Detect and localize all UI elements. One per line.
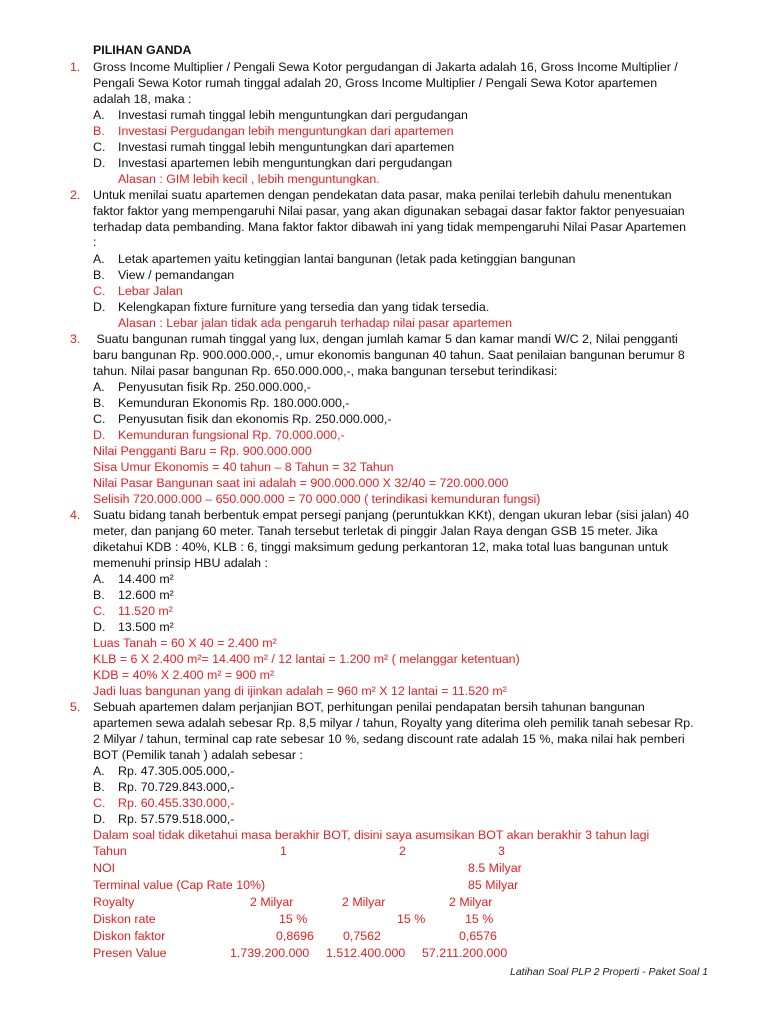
cell-year-2: 0,7562 [343, 929, 381, 943]
row-label: Tahun [93, 844, 127, 858]
cell-year-1: 0,8696 [276, 929, 314, 943]
row-label: Royalty [93, 895, 135, 909]
question-number: 5. [70, 700, 81, 714]
option-text: Letak apartemen yaitu ketinggian lantai bangunan (letak pada ketinggian bangunan [118, 252, 576, 266]
row-label: Terminal value (Cap Rate 10%) [93, 878, 266, 892]
question-text: adalah 18, maka : [93, 92, 192, 106]
work-line: Jadi luas bangunan yang di ijinkan adalah = 960 m² X 12 lantai = 11.520 m² [93, 684, 507, 698]
cell-year-3: 8.5 Milyar [468, 861, 522, 875]
option-label-correct: C. [93, 796, 106, 810]
question-text: tahun. Nilai pasar bangunan Rp. 650.000.000,-, maka bangunan tersebut terindikasi: [93, 364, 558, 378]
cell-year-2: 15 % [397, 912, 426, 926]
option-text: 12.600 m² [118, 588, 174, 602]
cell-year-3: 85 Milyar [468, 878, 519, 892]
question-text: apartemen sewa adalah sebesar Rp. 8,5 milyar / tahun, Royalty yang diterima oleh pemilik tanah sebesar Rp. [93, 716, 694, 730]
section-heading: PILIHAN GANDA [93, 43, 192, 57]
option-text-correct: Investasi Pergudangan lebih menguntungkan dari apartemen [118, 124, 454, 138]
question-number: 4. [70, 508, 81, 522]
cell-year-3: 0,6576 [459, 929, 497, 943]
question-text: terhadap data pembanding. Mana faktor faktor dibawah ini yang tidak mempengaruhi Nilai Pasar Apartemen [93, 220, 687, 234]
question-text: faktor faktor yang mempengaruhi Nilai pasar, yang akan digunakan sebagai dasar faktor faktor penyesuaian [93, 204, 685, 218]
work-line: Nilai Pasar Bangunan saat ini adalah = 900.000.000 X 32/40 = 720.000.000 [93, 476, 509, 490]
option-label: D. [93, 156, 106, 170]
question-text: 2 Milyar / tahun, terminal cap rate sebesar 10 %, sedang discount rate adalah 15 %, maka nilai hak pemberi [93, 732, 685, 746]
option-text-correct: Rp. 60.455.330.000,- [118, 796, 235, 810]
option-label-correct: C. [93, 604, 106, 618]
option-label: C. [93, 412, 106, 426]
option-text: 13.500 m² [118, 620, 174, 634]
option-text-correct: Lebar Jalan [118, 284, 183, 298]
row-label: Diskon faktor [93, 929, 166, 943]
option-label-correct: D. [93, 428, 106, 442]
question-text: Sebuah apartemen dalam perjanjian BOT, perhitungan penilai pendapatan bersih tahunan bangunan [93, 700, 645, 714]
option-label: A. [93, 764, 105, 778]
question-text: Suatu bidang tanah berbentuk empat persegi panjang (peruntukkan KKt), dengan ukuran lebar (sisi jalan) 40 [93, 508, 689, 522]
question-text: Pengali Sewa Kotor rumah tinggal adalah 20, Gross Income Multiplier / Pengali Sewa Kotor apartemen [93, 76, 658, 90]
option-label-correct: C. [93, 284, 106, 298]
row-label: NOI [93, 861, 116, 875]
option-label: D. [93, 300, 106, 314]
option-text: Rp. 47.305.005.000,- [118, 764, 235, 778]
question-text: memenuhi prinsip HBU adalah : [93, 556, 268, 570]
option-label: C. [93, 140, 106, 154]
cell-year-1: 2 Milyar [250, 895, 294, 909]
option-text: Penyusutan fisik Rp. 250.000.000,- [118, 380, 311, 394]
answer-reason: Alasan : GIM lebih kecil , lebih menguntungkan. [118, 172, 380, 186]
option-label: B. [93, 780, 105, 794]
question-text: BOT (Pemilik tanah ) adalah sebesar : [93, 748, 303, 762]
cell-year-3: 15 % [465, 912, 494, 926]
option-label: D. [93, 620, 106, 634]
option-label: A. [93, 380, 105, 394]
option-text: 14.400 m² [118, 572, 174, 586]
question-text: baru bangunan Rp. 900.000.000,-, umur ekonomis bangunan 40 tahun. Saat penilaian bangunan berumur 8 [93, 348, 685, 362]
cell-year-2: 2 [399, 844, 406, 858]
option-label: B. [93, 268, 105, 282]
option-text: Kelengkapan fixture furniture yang tersedia dan yang tidak tersedia. [118, 300, 490, 314]
question-number: 3. [70, 332, 81, 346]
option-label: A. [93, 108, 105, 122]
page-footer: Latihan Soal PLP 2 Properti - Paket Soal 1 [510, 966, 709, 978]
option-label: D. [93, 812, 106, 826]
option-label: B. [93, 396, 105, 410]
work-line: KDB = 40% X 2.400 m² = 900 m² [93, 668, 275, 682]
question-text: diketahui KDB : 40%, KLB : 6, tinggi maksimum gedung perkantoran 12, maka total luas bangunan untuk [93, 540, 669, 554]
option-text: Rp. 57.579.518.000,- [118, 812, 235, 826]
question-text: Gross Income Multiplier / Pengali Sewa Kotor pergudangan di Jakarta adalah 16, Gross Income Multiplier / [93, 60, 678, 74]
work-line: Sisa Umur Ekonomis = 40 tahun – 8 Tahun = 32 Tahun [93, 460, 394, 474]
option-text: Kemunduran Ekonomis Rp. 180.000.000,- [118, 396, 350, 410]
work-line: KLB = 6 X 2.400 m²= 14.400 m² / 12 lantai = 1.200 m² ( melanggar ketentuan) [93, 652, 520, 666]
option-text-correct: 11.520 m² [118, 604, 173, 618]
question-text: Untuk menilai suatu apartemen dengan pendekatan data pasar, maka penilai terlebih dahulu menentukan [93, 188, 672, 202]
option-label: A. [93, 252, 105, 266]
cell-year-3: 2 Milyar [449, 895, 493, 909]
answer-reason: Alasan : Lebar jalan tidak ada pengaruh terhadap nilai pasar apartemen [118, 316, 513, 330]
work-note: Dalam soal tidak diketahui masa berakhir BOT, disini saya asumsikan BOT akan berakhir 3 tahun lagi [93, 828, 650, 842]
cell-year-3: 57.211.200.000 [422, 946, 508, 960]
question-text: : [93, 235, 97, 249]
option-label: B. [93, 588, 105, 602]
cell-year-1: 1.739.200.000 [230, 946, 310, 960]
option-label-correct: B. [93, 124, 105, 138]
question-text: Suatu bangunan rumah tinggal yang lux, dengan jumlah kamar 5 dan kamar mandi W/C 2, Nilai pengganti [93, 332, 678, 346]
question-number: 2. [70, 188, 81, 202]
cell-year-1: 15 % [279, 912, 308, 926]
option-text: Penyusutan fisik dan ekonomis Rp. 250.000.000,- [118, 412, 392, 426]
question-number: 1. [70, 60, 81, 74]
work-line: Luas Tanah = 60 X 40 = 2.400 m² [93, 636, 277, 650]
option-text: View / pemandangan [118, 268, 235, 282]
work-line: Nilai Pengganti Baru = Rp. 900.000.000 [93, 444, 312, 458]
option-text: Investasi apartemen lebih menguntungkan dari pergudangan [118, 156, 453, 170]
option-text: Investasi rumah tinggal lebih menguntungkan dari pergudangan [118, 108, 468, 122]
cell-year-3: 3 [498, 844, 505, 858]
work-line: Selisih 720.000.000 – 650.000.000 = 70 000.000 ( terindikasi kemunduran fungsi) [93, 492, 541, 506]
option-label: A. [93, 572, 105, 586]
option-text: Rp. 70.729.843.000,- [118, 780, 235, 794]
cell-year-1: 1 [280, 844, 287, 858]
cell-year-2: 2 Milyar [342, 895, 386, 909]
option-text: Investasi rumah tinggal lebih menguntungkan dari apartemen [118, 140, 455, 154]
option-text-correct: Kemunduran fungsional Rp. 70.000.000,- [118, 428, 345, 442]
row-label: Presen Value [93, 946, 167, 960]
question-text: meter, dan panjang 60 meter. Tanah tersebut terletak di pinggir Jalan Raya dengan GSB 15 meter. Jika [93, 524, 658, 538]
cell-year-2: 1.512.400.000 [326, 946, 406, 960]
row-label: Diskon rate [93, 912, 156, 926]
